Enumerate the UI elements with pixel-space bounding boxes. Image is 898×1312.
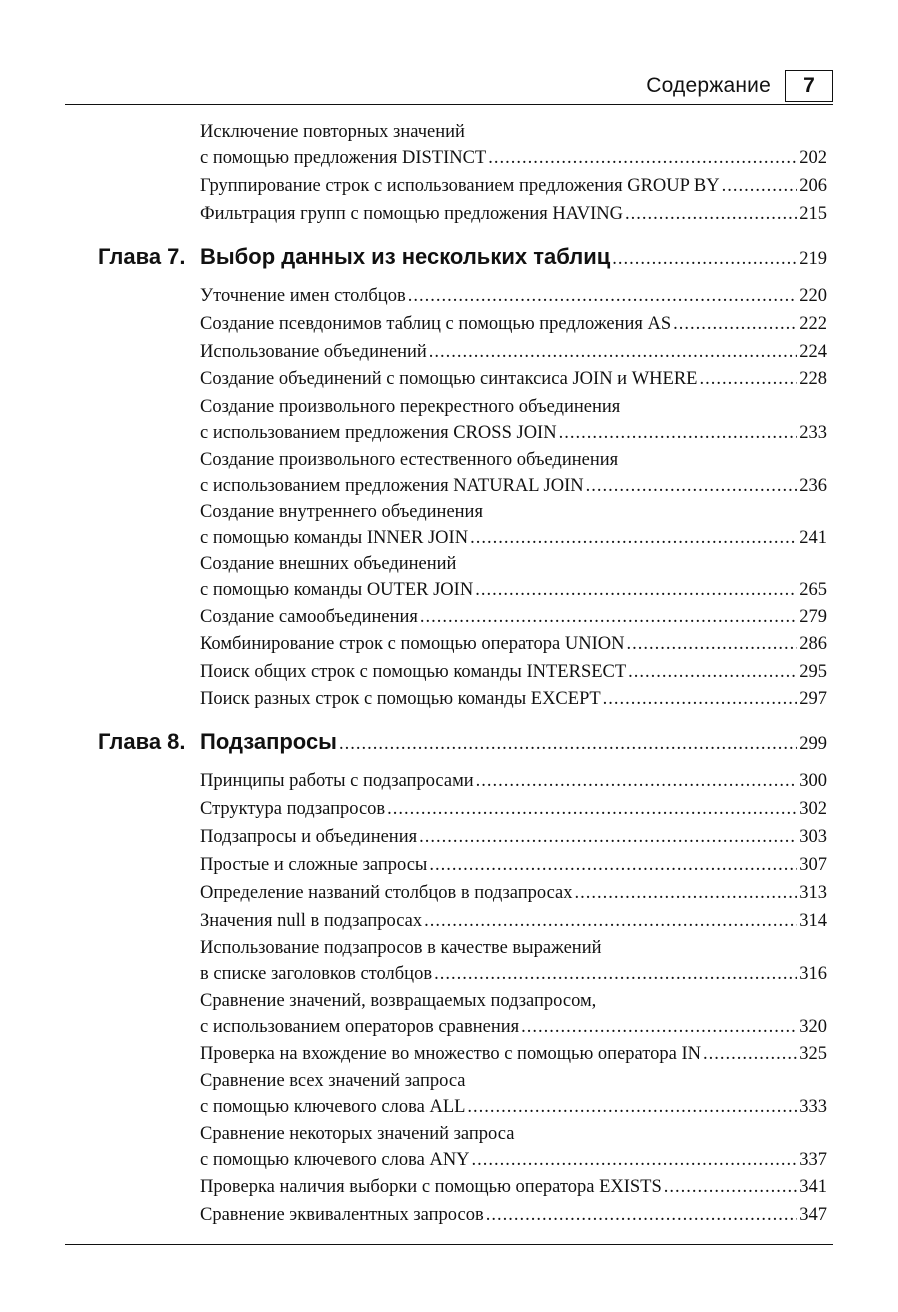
running-header [65, 70, 833, 105]
toc-entry-title: Подзапросы и объединения [200, 827, 418, 847]
toc-entry [200, 796, 827, 822]
toc-entry-page: 286 [799, 634, 827, 654]
toc-entry [200, 283, 827, 309]
toc-entry-title: с помощью предложения DISTINCT [200, 148, 487, 168]
toc-entry [200, 768, 827, 794]
leader-dots [612, 244, 797, 274]
toc-entry-title: Сравнение эквивалентных запросов [200, 1205, 484, 1225]
toc-entry-title: Использование объединений [200, 342, 427, 362]
leader-dots [664, 1174, 797, 1200]
toc-entry-page: 222 [799, 314, 827, 334]
toc-entry-title-line1: Создание внутреннего объединения [200, 502, 483, 522]
toc-entry-page: 224 [799, 342, 827, 362]
toc-entry-page: 333 [799, 1097, 827, 1117]
leader-dots [673, 311, 797, 337]
leader-dots [420, 604, 797, 630]
toc-entry-page: 297 [799, 689, 827, 709]
leader-dots [586, 473, 798, 499]
toc-entry-page: 347 [799, 1205, 827, 1225]
toc-entry-title-line1: Создание произвольного естественного объединения [200, 450, 619, 470]
leader-dots [429, 852, 797, 878]
toc-entry-page: 220 [799, 286, 827, 306]
toc-entry-page: 320 [799, 1017, 827, 1037]
leader-dots [434, 961, 797, 987]
toc-entry-page: 313 [799, 883, 827, 903]
toc-entry [200, 1202, 827, 1228]
toc-entry [200, 852, 827, 878]
toc-entry-title-line1: Исключение повторных значений [200, 122, 465, 142]
toc-entry [200, 447, 827, 499]
leader-dots [419, 824, 797, 850]
toc-entry-title: Структура подзапросов [200, 799, 386, 819]
toc-entry-title: с использованием предложения CROSS JOIN [200, 423, 557, 443]
page-number: 7 [785, 70, 833, 102]
leader-dots [521, 1014, 797, 1040]
chapter-title: Выбор данных из нескольких таблиц [200, 244, 611, 269]
toc-entry [200, 824, 827, 850]
toc-entry-title: Создание псевдонимов таблиц с помощью предложения AS [200, 314, 672, 334]
chapter-page: 219 [799, 249, 827, 269]
leader-dots [626, 631, 797, 657]
header-title: Содержание [646, 74, 771, 97]
leader-dots [486, 1202, 798, 1228]
toc-entry-title-line1: Сравнение значений, возвращаемых подзапросом, [200, 991, 597, 1011]
toc-entry [200, 394, 827, 446]
toc-entry-title: Фильтрация групп с помощью предложения HAVING [200, 204, 623, 224]
toc-entry-title: Определение названий столбцов в подзапросах [200, 883, 573, 903]
toc-entry-title: Принципы работы с подзапросами [200, 771, 474, 791]
toc-entry-title: с использованием операторов сравнения [200, 1017, 520, 1037]
toc-entry-page: 265 [799, 580, 827, 600]
leader-dots [467, 1094, 797, 1120]
toc-entry-title: с помощью команды OUTER JOIN [200, 580, 474, 600]
leader-dots [339, 729, 797, 759]
toc-entry-page: 300 [799, 771, 827, 791]
toc-entry-page: 228 [799, 369, 827, 389]
toc-entry-title-line1: Создание произвольного перекрестного объединения [200, 397, 621, 417]
leader-dots [603, 686, 798, 712]
toc-entry-title: Создание объединений с помощью синтаксиса JOIN и WHERE [200, 369, 698, 389]
leader-dots [476, 768, 798, 794]
leader-dots [424, 908, 797, 934]
leader-dots [470, 525, 797, 551]
toc-entry [200, 935, 827, 987]
chapter-number: Глава 7. [98, 244, 186, 269]
toc-entry [200, 631, 827, 657]
toc-entry-page: 215 [799, 204, 827, 224]
toc-entry-title: Комбинирование строк с помощью оператора UNION [200, 634, 625, 654]
toc-entry [200, 1041, 827, 1067]
toc-entry [200, 1068, 827, 1120]
toc-entry-page: 303 [799, 827, 827, 847]
toc-entry-title: в списке заголовков столбцов [200, 964, 433, 984]
toc-entry [200, 311, 827, 337]
leader-dots [472, 1147, 798, 1173]
footer-rule [65, 1244, 833, 1245]
toc-entry-title: Создание самообъединения [200, 607, 418, 627]
leader-dots [408, 283, 798, 309]
toc-entry-page: 236 [799, 476, 827, 496]
leader-dots [429, 339, 797, 365]
leader-dots [699, 366, 797, 392]
chapter-page: 299 [799, 734, 827, 754]
toc-entry-page: 302 [799, 799, 827, 819]
toc-entry [200, 201, 827, 227]
toc-entry-title: Проверка на вхождение во множество с помощью оператора IN [200, 1044, 701, 1064]
toc-entry-title: с помощью команды INNER JOIN [200, 528, 469, 548]
toc-entry [200, 686, 827, 712]
toc-entry-page: 202 [799, 148, 827, 168]
toc-entry-title: с помощью ключевого слова ANY [200, 1150, 470, 1170]
leader-dots [559, 420, 798, 446]
toc-entry-title: с использованием предложения NATURAL JOIN [200, 476, 584, 496]
chapter-heading [98, 727, 827, 759]
toc-entry [200, 988, 827, 1040]
toc-entry-page: 295 [799, 662, 827, 682]
toc-entry-title: Значения null в подзапросах [200, 911, 423, 931]
chapter-number: Глава 8. [98, 729, 186, 754]
toc-entry [200, 1121, 827, 1173]
toc-entry-title: Поиск разных строк с помощью команды EXCEPT [200, 689, 601, 709]
toc-entry [200, 499, 827, 551]
toc-entry-title-line1: Сравнение всех значений запроса [200, 1071, 466, 1091]
toc-entry-title: Уточнение имен столбцов [200, 286, 406, 306]
leader-dots [722, 173, 798, 199]
leader-dots [575, 880, 798, 906]
toc-entry [200, 604, 827, 630]
toc-entry-page: 316 [799, 964, 827, 984]
chapter-heading [98, 242, 827, 274]
toc-entry-page: 337 [799, 1150, 827, 1170]
leader-dots [628, 659, 797, 685]
toc-entry-page: 307 [799, 855, 827, 875]
toc-entry [200, 659, 827, 685]
toc-entry [200, 339, 827, 365]
leader-dots [475, 577, 797, 603]
toc-entry-title: Простые и сложные запросы [200, 855, 428, 875]
toc-entry [200, 551, 827, 603]
toc-entry [200, 119, 827, 171]
toc-entry-page: 206 [799, 176, 827, 196]
toc-entry [200, 880, 827, 906]
leader-dots [387, 796, 797, 822]
toc-entry-title: Проверка наличия выборки с помощью оператора EXISTS [200, 1177, 662, 1197]
toc-entry-title: с помощью ключевого слова ALL [200, 1097, 466, 1117]
leader-dots [703, 1041, 797, 1067]
toc-entry-page: 233 [799, 423, 827, 443]
toc-entry-page: 341 [799, 1177, 827, 1197]
leader-dots [488, 145, 797, 171]
toc-entry-title-line1: Сравнение некоторых значений запроса [200, 1124, 515, 1144]
toc-entry-title-line1: Создание внешних объединений [200, 554, 457, 574]
toc-entry-title: Группирование строк с использованием предложения GROUP BY [200, 176, 720, 196]
leader-dots [625, 201, 797, 227]
toc-entry-page: 279 [799, 607, 827, 627]
toc-entry-page: 325 [799, 1044, 827, 1064]
toc-entry-title-line1: Использование подзапросов в качестве выражений [200, 938, 602, 958]
toc-entry [200, 908, 827, 934]
toc-entry-page: 314 [799, 911, 827, 931]
toc-entry [200, 173, 827, 199]
toc-entry-title: Поиск общих строк с помощью команды INTERSECT [200, 662, 627, 682]
chapter-title: Подзапросы [200, 729, 337, 754]
toc-entry-page: 241 [799, 528, 827, 548]
toc-entry [200, 1174, 827, 1200]
toc-entry [200, 366, 827, 392]
